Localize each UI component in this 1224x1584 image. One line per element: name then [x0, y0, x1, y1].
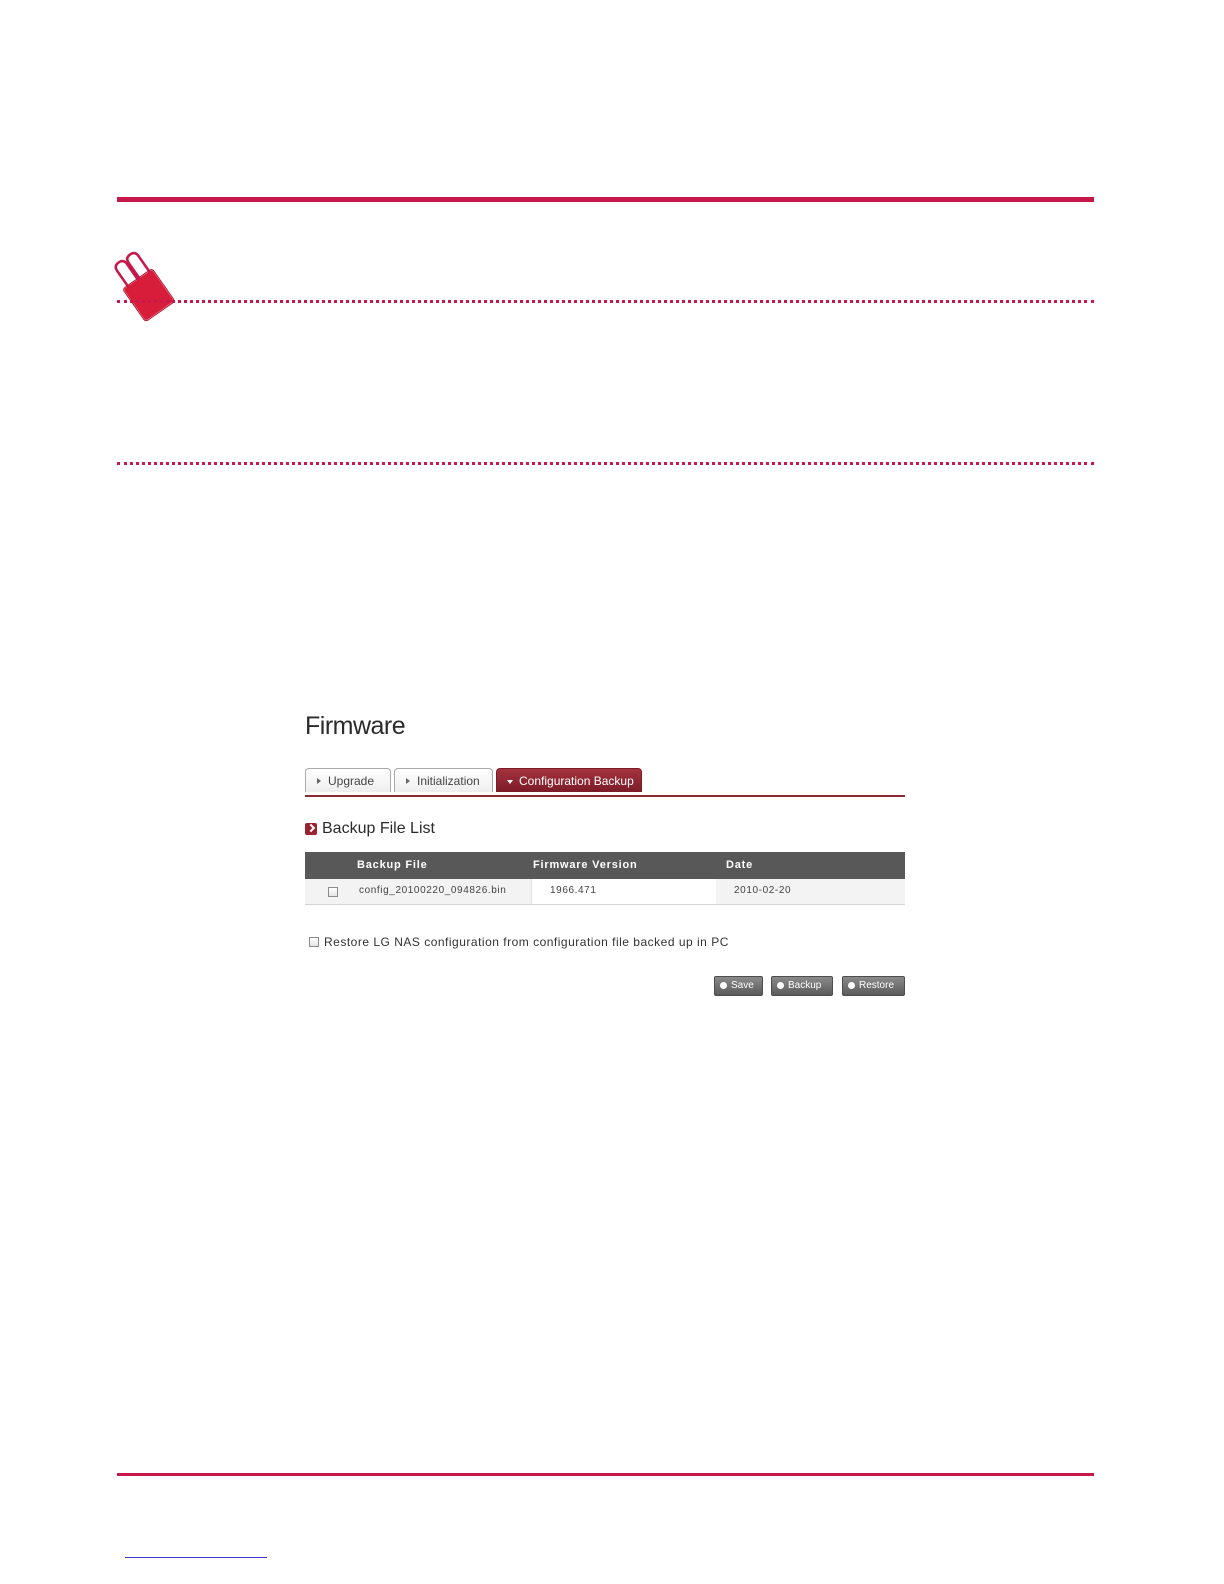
column-header-firmware-version: Firmware Version [533, 859, 638, 871]
tab-bar [305, 768, 905, 797]
tab-label: Configuration Backup [519, 774, 634, 788]
restore-button-label: Restore [859, 980, 895, 991]
bullet-icon [777, 982, 784, 989]
tab-label: Upgrade [328, 774, 375, 788]
backup-file-name: config_20100220_094826.bin [359, 885, 507, 896]
cell-backup-file [305, 879, 531, 904]
header-rule [117, 197, 1094, 202]
tab-configuration-backup[interactable] [496, 768, 642, 792]
restore-from-pc-checkbox[interactable] [309, 937, 319, 947]
column-header-backup-file: Backup File [357, 859, 428, 871]
note-divider-top [117, 300, 1094, 303]
tab-arrow-down-icon [507, 780, 513, 784]
cell-date [716, 879, 905, 904]
firmware-screenshot [305, 700, 905, 1000]
restore-button[interactable] [842, 976, 905, 996]
firmware-version-value: 1966.471 [550, 885, 597, 896]
section-title: Backup File List [322, 820, 435, 837]
footer-link-underline [125, 1557, 267, 1558]
tab-initialization[interactable] [394, 768, 493, 792]
backup-button[interactable] [771, 976, 833, 996]
section-arrow-icon [305, 823, 317, 835]
tab-upgrade[interactable] [305, 768, 391, 792]
backup-button-label: Backup [788, 980, 822, 991]
bullet-icon [848, 982, 855, 989]
cell-firmware-version [531, 879, 717, 904]
save-button[interactable] [714, 976, 763, 996]
table-header [305, 852, 905, 879]
tab-arrow-icon [406, 778, 410, 784]
paper-clip-icon [112, 248, 178, 322]
date-value: 2010-02-20 [734, 885, 792, 896]
table-row[interactable] [305, 879, 905, 905]
row-select-checkbox[interactable] [328, 887, 338, 897]
restore-from-pc-label: Restore LG NAS configuration from configuration file backed up in PC [324, 935, 729, 949]
bullet-icon [720, 982, 727, 989]
tab-label: Initialization [417, 774, 480, 788]
note-divider-bottom [117, 462, 1094, 465]
page-title: Firmware [305, 712, 406, 740]
tab-arrow-icon [317, 778, 321, 784]
column-header-date: Date [726, 859, 754, 871]
footer-rule [117, 1473, 1094, 1476]
save-button-label: Save [731, 980, 754, 991]
